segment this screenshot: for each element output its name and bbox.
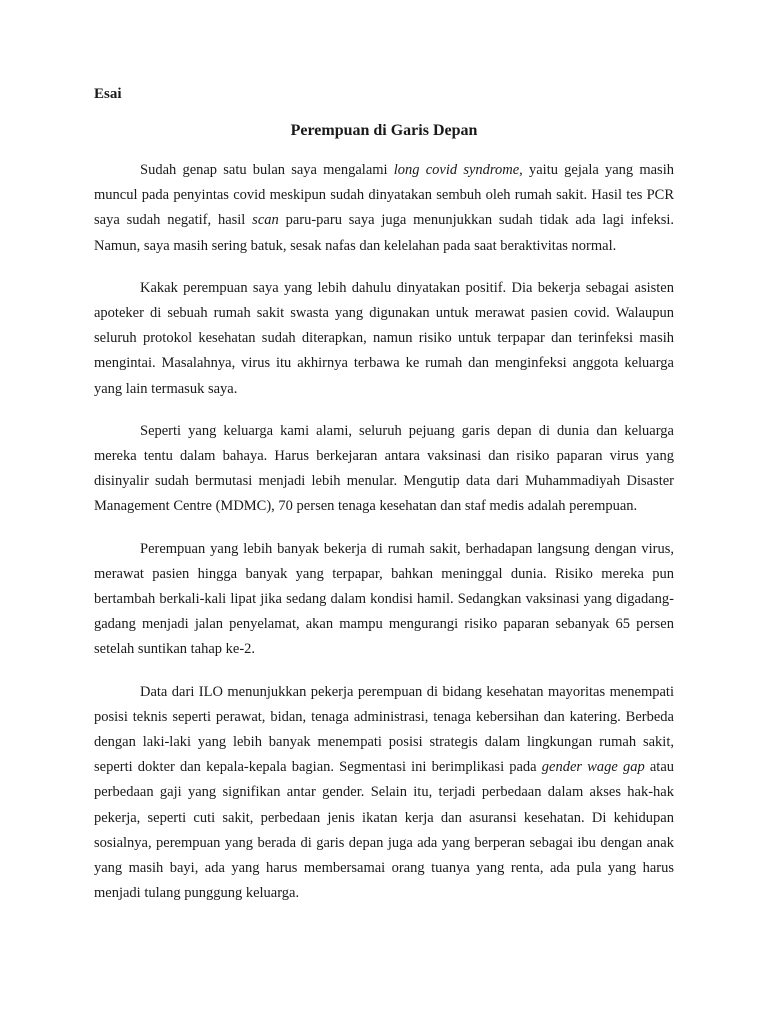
paragraph-text: Seperti yang keluarga kami alami, seluruh pejuang garis depan di dunia dan keluarga mereka tentu dalam bahaya. Harus berkejaran antara vaksinasi dan risiko paparan virus yang disinyalir sudah bermutasi menjadi lebih menular. Mengutip data dari Muhammadiyah Disaster Management Centre (MDMC), 70 persen tenaga kesehatan dan staf medis adalah perempuan. [94, 422, 674, 515]
italic-text: gender wage gap [541, 759, 645, 776]
paragraph-text: Kakak perempuan saya yang lebih dahulu dinyatakan positif. Dia bekerja sebagai asisten apoteker di sebuah rumah sakit swasta yang digunakan untuk merawat pasien covid. Walaupun seluruh protokol kesehatan sudah diterapkan, namun risiko untuk terpapar dan terinfeksi masih mengintai. Masalahnya, virus itu akhirnya terbawa ke rumah dan menginfeksi anggota keluarga yang lain termasuk saya. [94, 279, 674, 397]
body-paragraph [94, 276, 674, 402]
italic-text: long covid syndrome, [393, 162, 523, 178]
body-paragraph [94, 419, 674, 520]
document-title: Perempuan di Garis Depan [290, 122, 478, 139]
body-paragraph [94, 537, 674, 663]
paragraph-text: Perempuan yang lebih banyak bekerja di rumah sakit, berhadapan langsung dengan virus, merawat pasien hingga banyak yang terpapar, bahkan meninggal dunia. Risiko mereka pun bertambah berkali-kali lipat jika sedang dalam kondisi hamil. Sedangkan vaksinasi yang digadang-gadang menjadi jalan penyelamat, akan mampu mengurangi risiko paparan sebanyak 65 persen setelah suntikan tahap ke-2. [94, 540, 674, 658]
body-paragraph [94, 158, 674, 259]
paragraph-text: yaitu gejala yang masih muncul pada penyintas covid meskipun sudah dinyatakan sembuh oleh rumah sakit. Hasil tes PCR saya sudah negatif, hasil [94, 162, 674, 229]
italic-text: scan [252, 212, 279, 229]
document-label: Esai [94, 86, 122, 102]
paragraph-text: Data dari ILO menunjukkan pekerja perempuan di bidang kesehatan mayoritas menempati posisi teknis seperti perawat, bidan, tenaga administrasi, tenaga kebersihan dan katering. Berbeda dengan laki-laki yang lebih banyak menempati posisi strategis dalam lingkungan rumah sakit, seperti dokter dan kepala-kepala bagian. Segmentasi ini berimplikasi pada [94, 683, 674, 776]
paragraph-text: paru-paru saya juga menunjukkan sudah tidak ada lagi infeksi. Namun, saya masih sering batuk, sesak nafas dan kelelahan pada saat beraktivitas normal. [94, 212, 674, 254]
paragraph-text: atau perbedaan gaji yang signifikan antar gender. Selain itu, terjadi perbedaan dalam akses hak-hak pekerja, seperti cuti sakit, perbedaan jenis ikatan kerja dan asuransi kesehatan. Di kehidupan sosialnya, perempuan yang berada di garis depan juga ada yang berperan sebagai ibu dengan anak yang masih bayi, ada yang harus membersamai orang tuanya yang renta, ada pula yang harus menjadi tulang punggung keluarga. [94, 759, 675, 902]
paragraph-text: Sudah genap satu bulan saya mengalami [140, 162, 394, 178]
document-body [94, 158, 674, 923]
body-paragraph [94, 680, 674, 907]
